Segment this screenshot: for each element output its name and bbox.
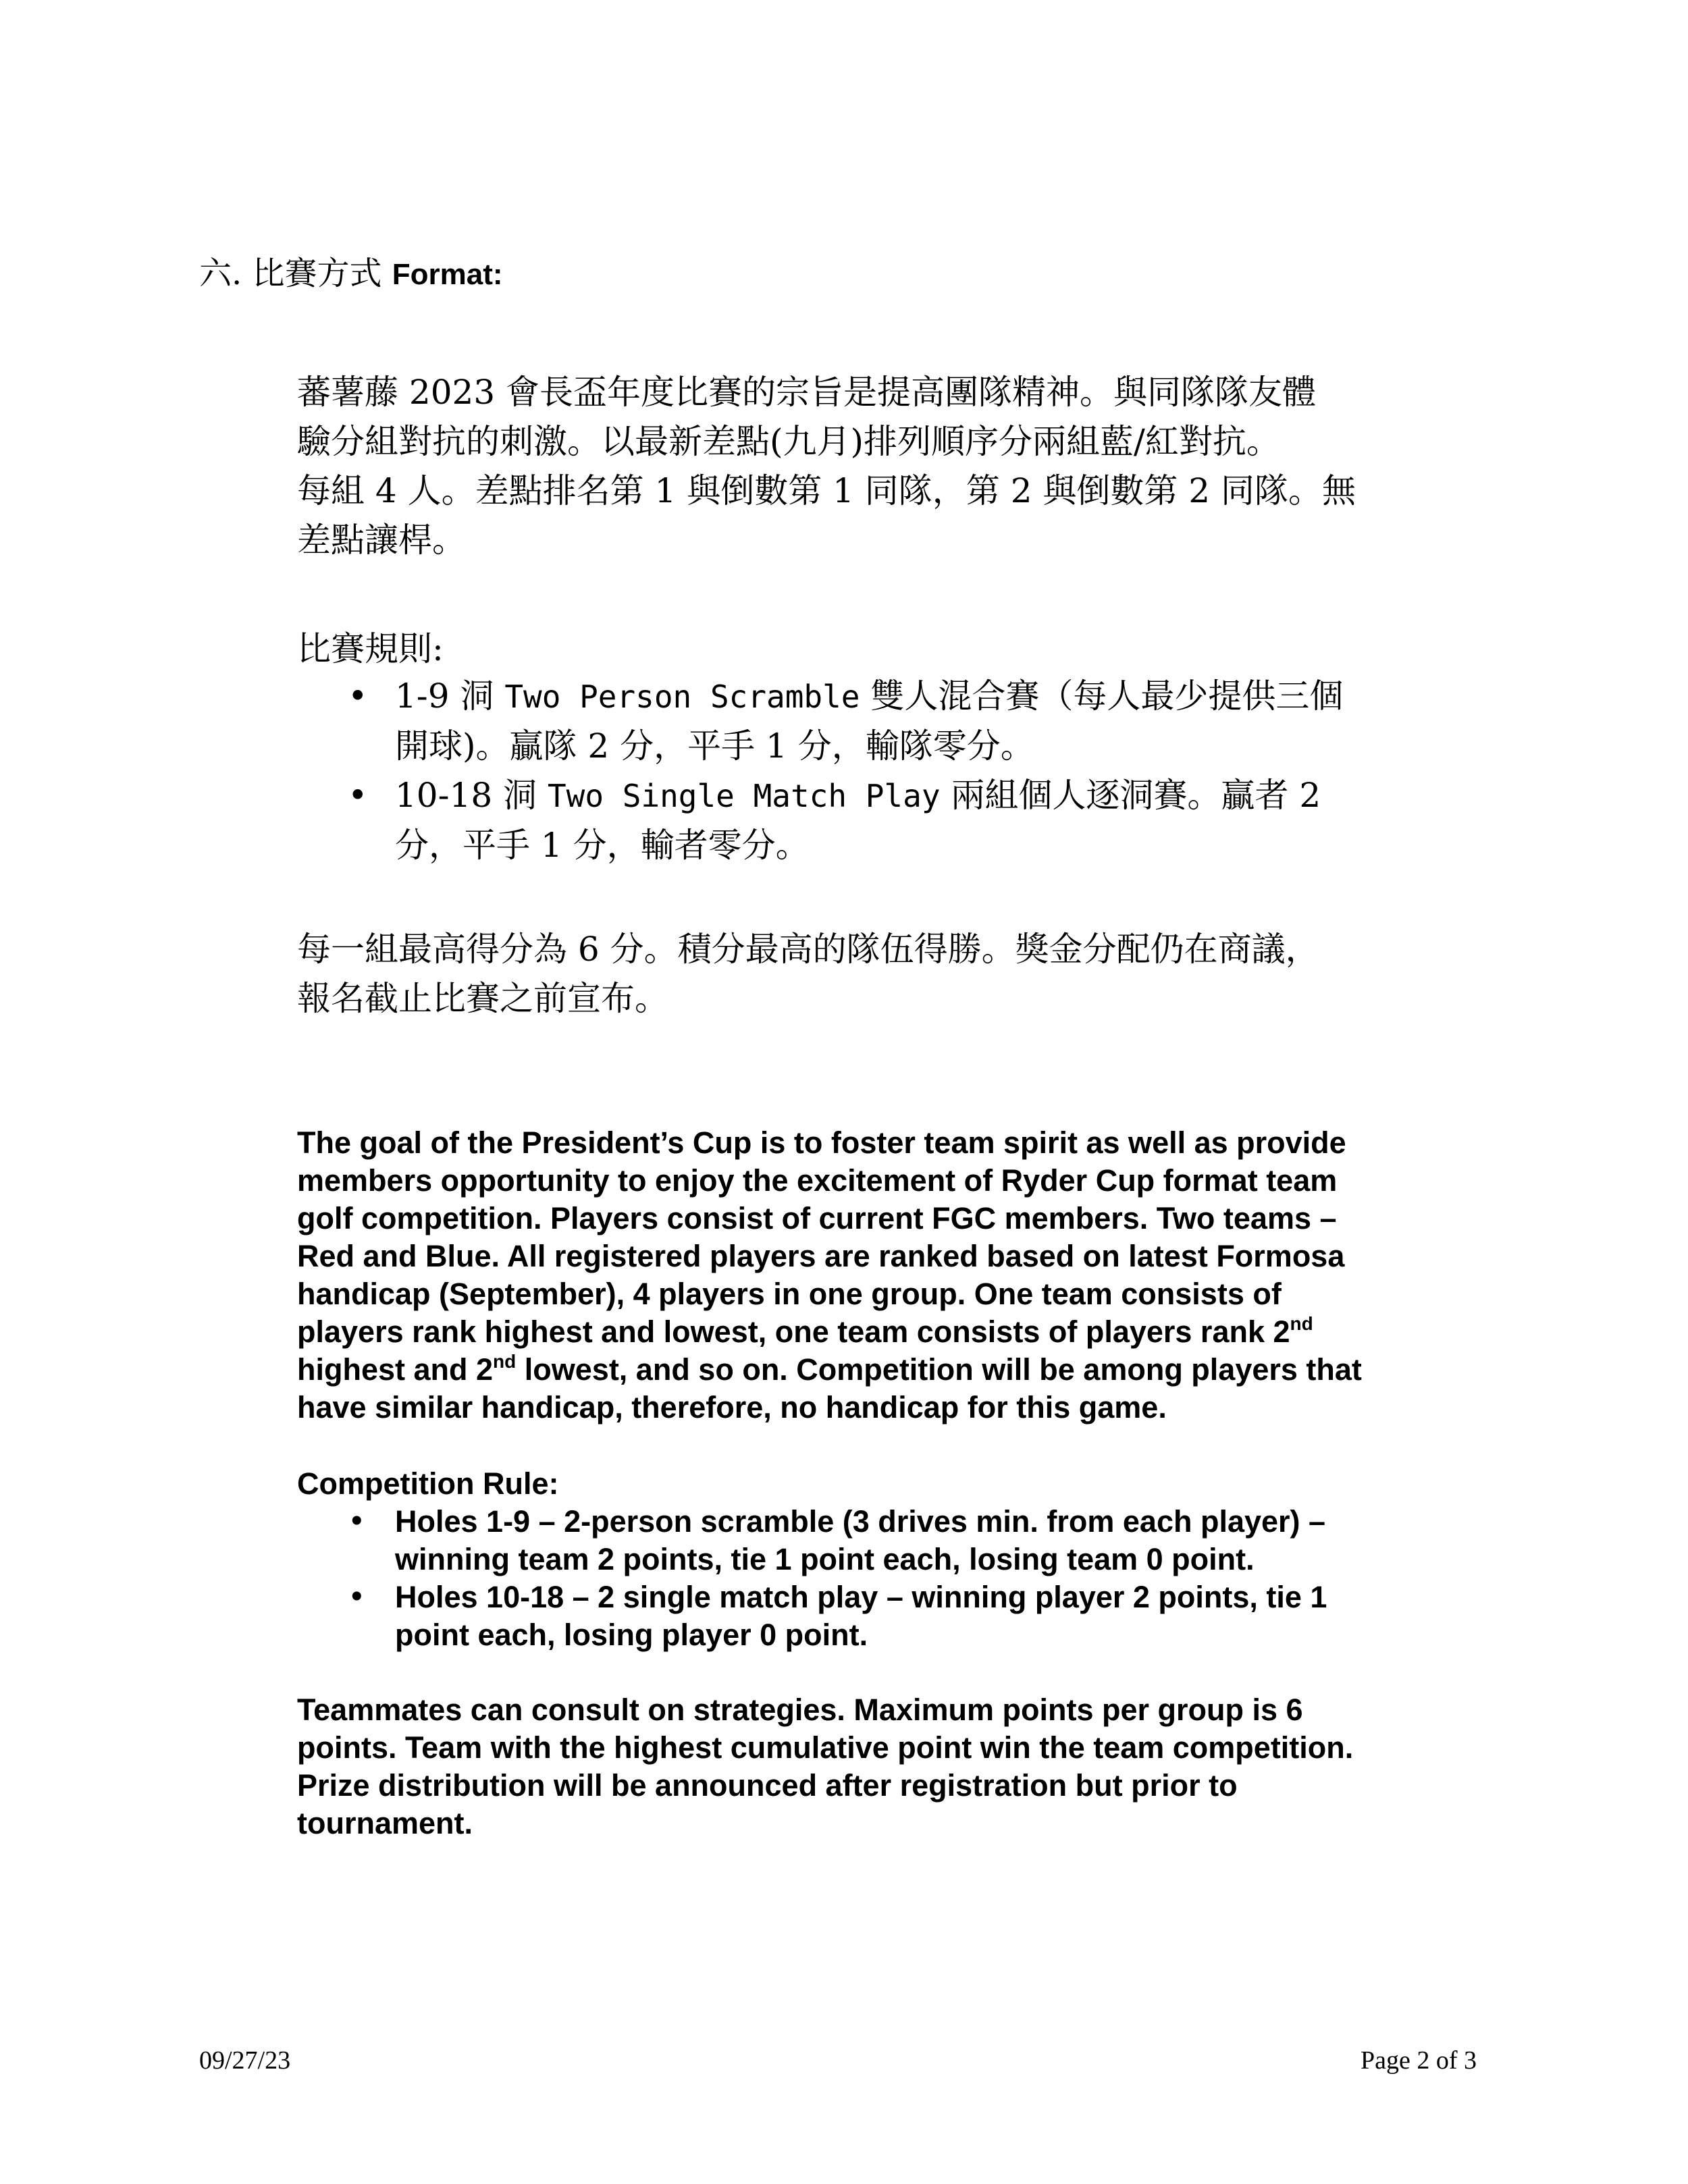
text-line: 開球)。贏隊 2 分，平手 1 分，輸隊零分。 — [395, 726, 1034, 766]
en-rules-list — [297, 1503, 1327, 1654]
text-line: have similar handicap, therefore, no handicap for this game. — [297, 1390, 1167, 1424]
zh-rules-heading: 比賽規則: — [297, 629, 444, 668]
list-item — [297, 1578, 1327, 1654]
text-line: winning team 2 points, tie 1 point each, losing team 0 point. — [395, 1542, 1255, 1576]
text-line: The goal of the President’s Cup is to foster team spirit as well as provide — [297, 1125, 1346, 1160]
text-line: point each, losing player 0 point. — [395, 1618, 868, 1652]
text-line — [297, 1351, 1362, 1389]
rule-holes: 1-9 洞 — [395, 676, 505, 716]
text-line — [395, 771, 1343, 821]
list-item — [297, 1503, 1327, 1578]
list-item — [297, 672, 1343, 771]
text-line: Red and Blue. All registered players are ranked based on latest Formosa — [297, 1239, 1345, 1273]
zh-rules-list — [297, 672, 1343, 870]
zh-intro-paragraph — [297, 368, 1356, 565]
bullet-icon: • — [348, 1579, 366, 1615]
en-rules-heading: Competition Rule: — [297, 1466, 559, 1501]
rule-format-en: Two Person Scramble — [504, 678, 860, 715]
text-line: 驗分組對抗的刺激。以最新差點(九月)排列順序分兩組藍/紅對抗。 — [297, 422, 1280, 461]
text-line: 蕃薯藤 2023 會長盃年度比賽的宗旨是提高團隊精神。與同隊隊友體 — [297, 373, 1317, 412]
text-line: 分，平手 1 分，輸者零分。 — [395, 826, 810, 865]
section-number: 六. — [199, 255, 253, 292]
text-line: golf competition. Players consist of current FGC members. Two teams – — [297, 1201, 1337, 1235]
rule-holes: 10-18 洞 — [395, 776, 548, 815]
en-intro-paragraph — [297, 1124, 1362, 1427]
section-title-en: Format: — [392, 258, 503, 291]
text-line: Holes 1-9 – 2-person scramble (3 drives min. from each player) – — [395, 1504, 1326, 1539]
text-line — [395, 672, 1343, 722]
rule-text: 雙人混合賽（每人最少提供三個 — [860, 676, 1344, 716]
text-line: 每組 4 人。差點排名第 1 與倒數第 1 同隊，第 2 與倒數第 2 同隊。無 — [297, 471, 1356, 510]
text-line: 每一組最高得分為 6 分。積分最高的隊伍得勝。獎金分配仍在商議， — [297, 930, 1319, 969]
text-line: Holes 10-18 – 2 single match play – winning player 2 points, tie 1 — [395, 1580, 1327, 1614]
bullet-icon: • — [348, 676, 368, 716]
zh-scoring-paragraph — [297, 925, 1319, 1023]
text-line: handicap (September), 4 players in one group. One team consists of — [297, 1277, 1282, 1311]
en-scoring-paragraph — [297, 1691, 1353, 1842]
text-line: members opportunity to enjoy the excitement of Ryder Cup format team — [297, 1163, 1338, 1198]
text-span: players rank highest and lowest, one team consists of players rank 2 — [297, 1314, 1290, 1349]
text-line: tournament. — [297, 1806, 473, 1840]
list-item — [297, 771, 1343, 870]
text-line — [297, 1313, 1362, 1351]
superscript: nd — [1290, 1313, 1313, 1334]
text-span: lowest, and so on. Competition will be among players that — [516, 1352, 1362, 1387]
text-line: Prize distribution will be announced after registration but prior to — [297, 1768, 1238, 1803]
section-heading — [199, 253, 503, 295]
footer-page-number: Page 2 of 3 — [1361, 2046, 1477, 2075]
rule-text: 兩組個人逐洞賽。贏者 2 — [940, 776, 1321, 815]
superscript: nd — [493, 1351, 517, 1372]
text-line: 報名截止比賽之前宣布。 — [297, 979, 668, 1018]
text-line: 差點讓桿。 — [297, 521, 466, 560]
rule-format-en: Two Single Match Play — [547, 778, 941, 814]
bullet-icon: • — [348, 776, 368, 815]
text-span: highest and 2 — [297, 1352, 494, 1387]
footer-date: 09/27/23 — [199, 2046, 291, 2075]
text-line: points. Team with the highest cumulative point win the team competition. — [297, 1730, 1354, 1765]
text-line: Teammates can consult on strategies. Maximum points per group is 6 — [297, 1693, 1303, 1727]
bullet-icon: • — [348, 1503, 366, 1539]
section-title-zh: 比賽方式 — [252, 255, 392, 292]
